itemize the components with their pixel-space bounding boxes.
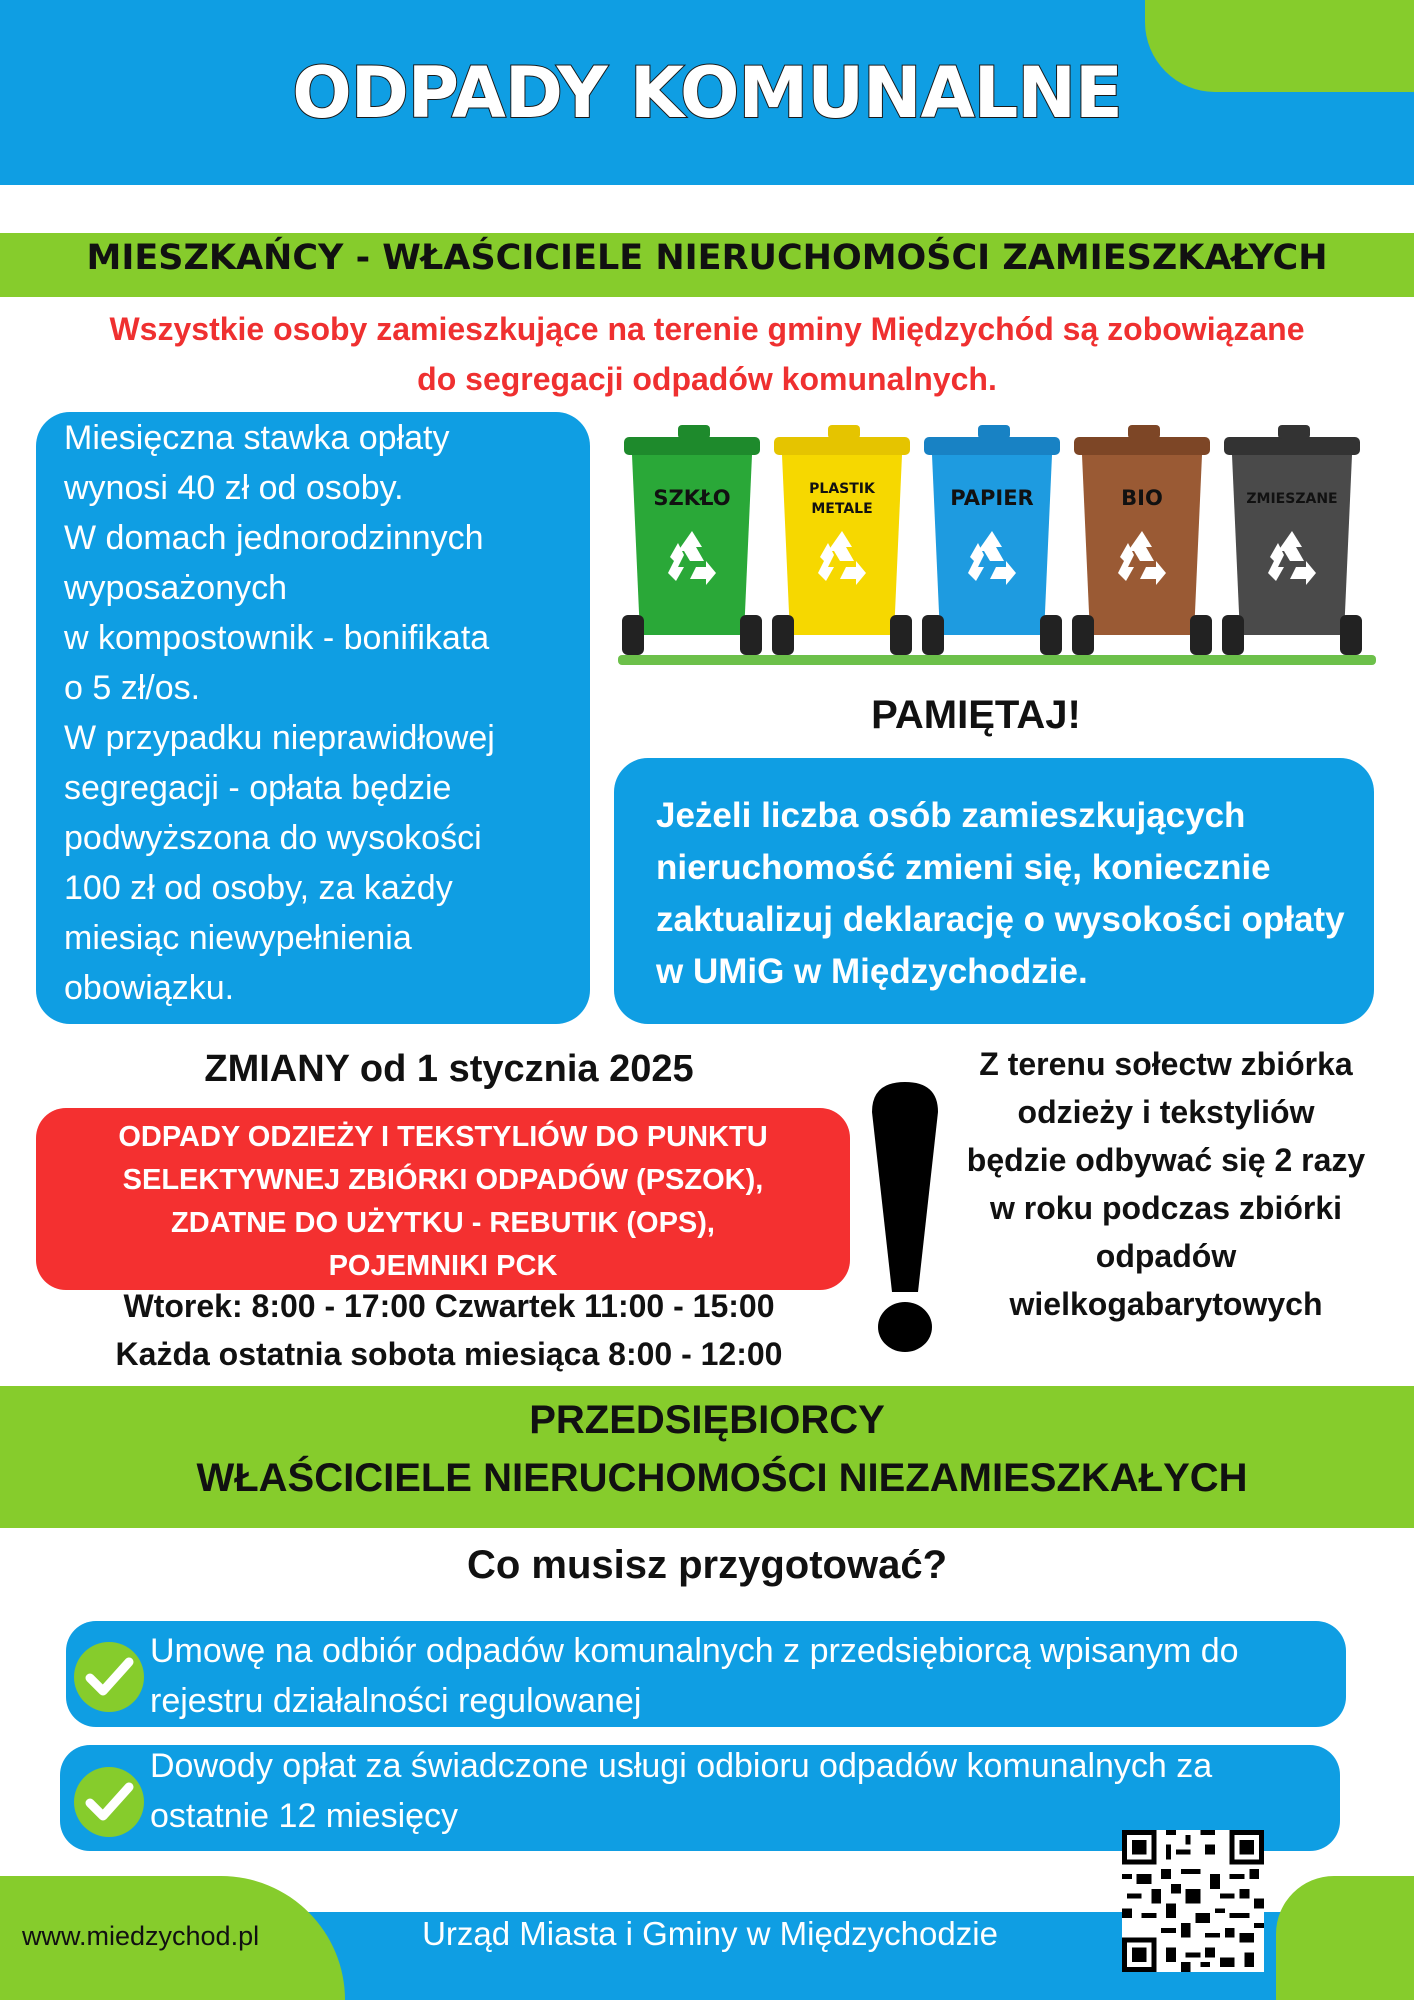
bin-label-bio: BIO [1121,486,1163,510]
page-title: ODPADY KOMUNALNE [292,52,1122,134]
opening-hours-saturday: Każda ostatnia sobota miesiąca 8:00 - 12:00 [115,1336,783,1372]
bin-label-paper: PAPIER [950,486,1034,510]
bin-label-mixed: ZMIESZANE [1246,491,1338,507]
check-icon [74,1767,144,1837]
exclamation-icon [866,1082,944,1292]
textile-notice-line-3: ZDATNE DO UŻYTKU - REBUTIK (OPS), [171,1207,715,1239]
requirement-text-2: Dowody opłat za świadczone usługi odbioru odpadów komunalnych za ostatnie 12 miesięcy [150,1747,1213,1835]
remember-text: Jeżeli liczba osób zamieszkujących nieruchomość zmieni się, koniecznie zaktualizuj deklarację o wysokości opłaty w UMiG w Międzychodzie. [656,796,1345,991]
textile-notice-line-1: ODPADY ODZIEŻY I TEKSTYLIÓW DO PUNKTU [118,1121,768,1153]
prepare-title: Co musisz przygotować? [466,1543,948,1587]
qr-code[interactable] [1122,1830,1264,1972]
footer-right-accent [1276,1876,1414,2000]
bin-label-glass: SZKŁO [653,486,731,510]
bin-mixed [1222,425,1362,655]
village-collection-text: Z terenu sołectw zbiórka odzieży i tekstyliów będzie odbywać się 2 razy w roku podczas zbiórki odpadów wielkogabarytowych [966,1046,1366,1322]
office-name: Urząd Miasta i Gminy w Międzychodzie [422,1915,998,1952]
bin-label-plastic: PLASTIK [809,481,875,497]
textile-notice-line-4: POJEMNIKI PCK [328,1250,558,1282]
residents-heading: MIESZKAŃCY - WŁAŚCICIELE NIERUCHOMOŚCI ZAMIESZKAŁYCH [86,238,1328,278]
fee-info-text: Miesięczna stawka opłaty wynosi 40 zł od osoby. W domach jednorodzinnych wyposażonych w kompostownik - bonifikata o 5 zł/os. W przypadku nieprawidłowej segregacji - opłata będzie podwyższona do wysokości 100 zł od osoby, za każdy miesiąc niewypełnienia obowiązku. [64,419,495,1007]
requirement-text-1: Umowę na odbiór odpadów komunalnych z przedsiębiorcą wpisanym do rejestru działalności regulowanej [150,1632,1239,1720]
opening-hours-weekdays: Wtorek: 8:00 - 17:00 Czwartek 11:00 - 15:00 [123,1288,775,1324]
changes-title: ZMIANY od 1 stycznia 2025 [204,1048,694,1090]
business-heading-line-2: WŁAŚCICIELE NIERUCHOMOŚCI NIEZAMIESZKAŁYCH [196,1456,1248,1500]
remember-title: PAMIĘTAJ! [871,693,1081,737]
bin-plastic [772,425,912,655]
textile-notice-line-2: SELEKTYWNEJ ZBIÓRKI ODPADÓW (PSZOK), [122,1164,764,1196]
bin-glass [622,425,762,655]
textile-notice-text [50,1116,836,1288]
bin-label-metal: METALE [811,501,873,517]
exclamation-dot-icon [878,1302,932,1352]
website-link[interactable]: www.miedzychod.pl [22,1921,260,1951]
intro-line-1: Wszystkie osoby zamieszkujące na terenie gminy Międzychód są zobowiązane [109,311,1305,347]
waste-bins-illustration [616,425,1376,665]
business-heading-line-1: PRZEDSIĘBIORCY [529,1398,885,1442]
intro-text [0,304,1414,404]
bin-paper [922,425,1062,655]
check-icon [74,1642,144,1712]
intro-line-2: do segregacji odpadów komunalnych. [417,361,997,397]
bin-bio [1072,425,1212,655]
